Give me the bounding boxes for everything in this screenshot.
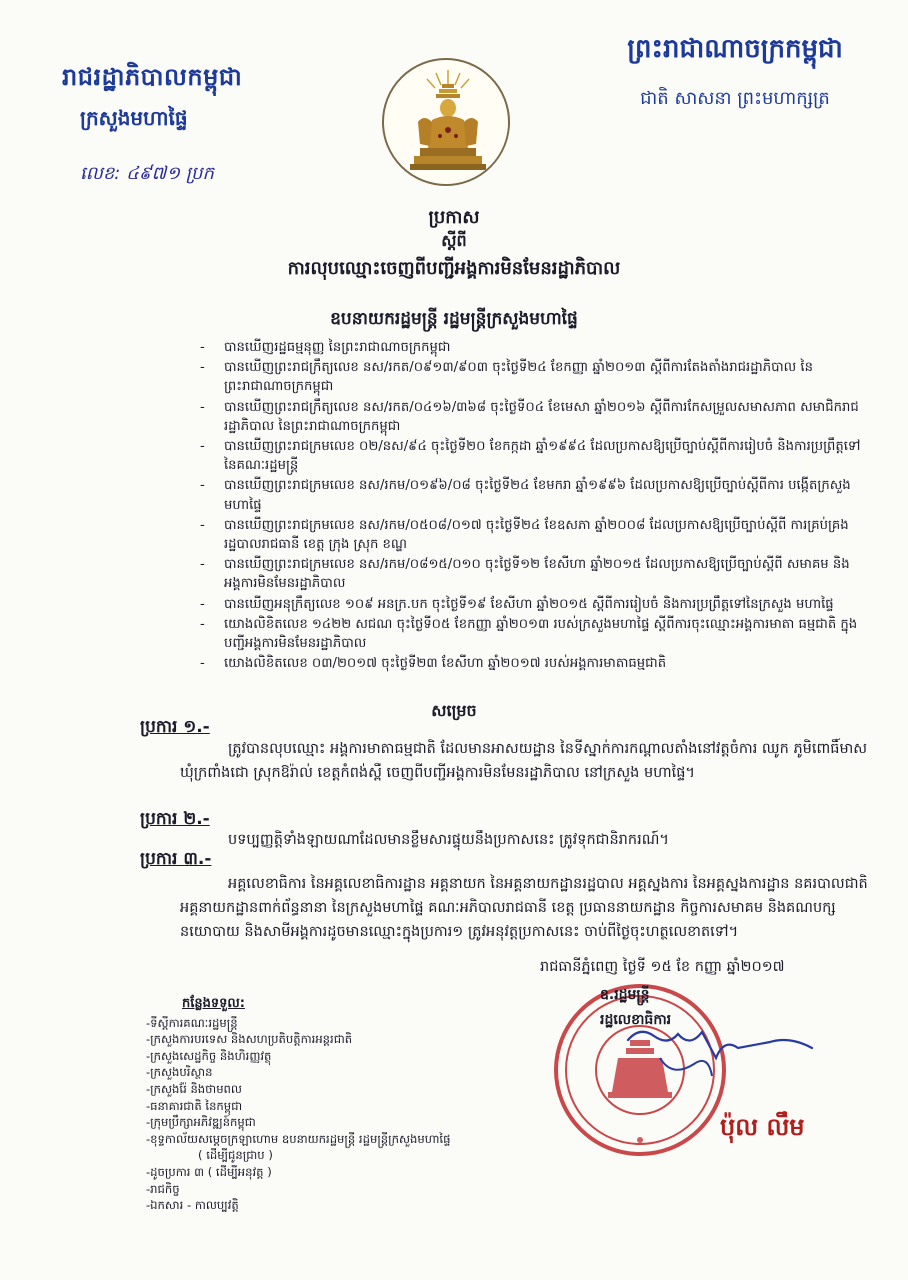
article-2-label: ប្រការ ២.- xyxy=(140,809,210,829)
recipient-item: -ក្រុមប្រឹក្សាអភិវឌ្ឍន៍កម្ពុជា xyxy=(146,1115,256,1130)
royal-emblem-icon xyxy=(382,58,510,186)
issuer-title: ឧបនាយករដ្ឋមន្ត្រី រដ្ឋមន្ត្រីក្រសួងមហាផ្ទៃ xyxy=(330,309,578,329)
kingdom-name: ព្រះរាជាណាចក្រកម្ពុជា xyxy=(627,34,843,64)
decision-heading: សម្រេច xyxy=(431,701,477,720)
recital-item: - បានឃើញព្រះរាជក្រមលេខ នស/រកម/០៥០៨/០១៧ ចុះថ្ងៃទី២៤ ខែឧសភា ឆ្នាំ២០០៨ ដែលប្រកាសឱ្យប្រើច្បាប់ស្តីពី ការគ្រប់គ្រងរដ្ឋបាលរាជធានី ខេត្ត ក្រុង ស្រុក ខណ្ឌ xyxy=(200,517,849,553)
recital-item: - បានឃើញព្រះរាជក្រឹត្យលេខ នស/រកត/០៤១៦/៣៦៨ ចុះថ្ងៃទី០៤ ខែមេសា ឆ្នាំ២០១៦ ស្តីពីការកែសម្រួលសមាសភាព សមាជិករាជរដ្ឋាភិបាល នៃព្រះរាជាណាចក្រកម្ពុជា xyxy=(200,399,859,434)
article-2-text: បទប្បញ្ញត្តិទាំងឡាយណាដែលមានខ្លឹមសារផ្ទុយនឹងប្រកាសនេះ ត្រូវទុកជានិរាករណ៍។ xyxy=(228,832,669,848)
recitals-list xyxy=(200,338,870,674)
recital-item: - បានឃើញព្រះរាជក្រមលេខ ០២/នស/៩៤ ចុះថ្ងៃទី២០ ខែកក្កដា ឆ្នាំ១៩៩៤ ដែលប្រកាសឱ្យប្រើច្បាប់ស្តីពីការរៀបចំ និងការប្រព្រឹត្តទៅ នៃគណៈរដ្ឋមន្ត្រី xyxy=(200,439,861,474)
recital-item: - យោងលិខិតលេខ ១៤២២ សជណ ចុះថ្ងៃទី០៥ ខែកញ្ញា ឆ្នាំ២០១៣ របស់ក្រសួងមហាផ្ទៃ ស្តីពីការចុះឈ្មោះអង្គការមាតា ធម្មជាតិ ក្នុងបញ្ជីអង្គការមិនមែនរដ្ឋាភិបាល xyxy=(200,616,858,652)
signer-name: ប៉ុល លឹម xyxy=(720,1113,805,1141)
article-3-label: ប្រការ ៣.- xyxy=(140,849,212,869)
recipient-item: ( ដើម្បីជូនជ្រាប ) xyxy=(198,1148,273,1163)
document-subject: ការលុបឈ្មោះចេញពីបញ្ជីអង្គការមិនមែនរដ្ឋាភិបាល xyxy=(287,258,621,279)
article-1-label: ប្រការ ១.- xyxy=(140,717,210,737)
recital-item: - បានឃើញរដ្ឋធម្មនុញ្ញ នៃព្រះរាជាណាចក្រកម្ពុជា xyxy=(200,340,451,355)
recipient-item: -ដូចប្រការ ៣ ( ដើម្បីអនុវត្ត ) xyxy=(146,1164,272,1179)
recipient-item: -រាជកិច្ច xyxy=(146,1181,180,1196)
recipient-item: -ឯកសារ - កាលប្បវត្តិ xyxy=(146,1198,239,1213)
ministry-name: ក្រសួងមហាផ្ទៃ xyxy=(80,106,188,130)
signatory-subtitle: រដ្ឋលេខាធិការ xyxy=(600,1012,672,1028)
recital-item: - បានឃើញព្រះរាជក្រមលេខ នស/រកម/០៨១៥/០១០ ចុះថ្ងៃទី១២ ខែសីហា ឆ្នាំ២០១៥ ដែលប្រកាសឱ្យប្រើច្បាប់ស្តីពី សមាគម និងអង្គការមិនមែនរដ្ឋាភិបាល xyxy=(200,557,850,592)
recipient-item: -ធនាគារជាតិ នៃកម្ពុជា xyxy=(146,1098,243,1113)
recipient-item: -ទីស្តីការគណៈរដ្ឋមន្ត្រី xyxy=(146,1015,238,1030)
recipient-item: -ក្រសួងសេដ្ឋកិច្ច និងហិរញ្ញវត្ថុ xyxy=(146,1048,272,1063)
recipient-item: -ខុទ្ទកាល័យសម្តេចក្រឡាហោម ឧបនាយករដ្ឋមន្ត្រី រដ្ឋមន្ត្រីក្រសួងមហាផ្ទៃ xyxy=(146,1131,451,1146)
ministry-header xyxy=(62,62,262,188)
recital-item: - យោងលិខិតលេខ ០៣/២០១៧ ចុះថ្ងៃទី២៣ ខែសីហា ឆ្នាំ២០១៧ របស់អង្គការមាតាធម្មជាតិ xyxy=(200,656,667,672)
recital-item: - បានឃើញអនុក្រឹត្យលេខ ១០៩ អនក្រ.បក ចុះថ្ងៃទី១៩ ខែសីហា ឆ្នាំ២០១៥ ស្តីពីការរៀបចំ និងការប្រព្រឹត្តទៅនៃក្រសួង មហាផ្ទៃ xyxy=(200,596,834,612)
kingdom-header xyxy=(600,32,870,113)
recipient-item: -ក្រសួងរ៉ែ និងថាមពល xyxy=(146,1081,242,1096)
recital-item: - បានឃើញព្រះរាជក្រមលេខ នស/រកម/០១៩៦/០៨ ចុះថ្ងៃទី២៤ ខែមករា ឆ្នាំ១៩៩៦ ដែលប្រកាសឱ្យប្រើច្បាប់ស្តីពីការ បង្កើតក្រសួងមហាផ្ទៃ xyxy=(200,478,851,513)
recital-item: - បានឃើញព្រះរាជក្រឹត្យលេខ នស/រកត/០៩១៣/៩០៣ ចុះថ្ងៃទី២៤ ខែកញ្ញា ឆ្នាំ២០១៣ ស្តីពីការតែងតាំងរាជរដ្ឋាភិបាល នៃព្រះរាជាណាចក្រកម្ពុជា xyxy=(200,360,813,395)
signatory-title: ឧ.រដ្ឋមន្ត្រី xyxy=(600,987,650,1003)
article-3-text: អគ្គលេខាធិការ នៃអគ្គលេខាធិការដ្ឋាន អគ្គនាយក នៃអគ្គនាយកដ្ឋានរដ្ឋបាល អគ្គស្នងការ នៃអគ្គស្នងការដ្ឋាន នគរបាលជាតិ អគ្គនាយកដ្ឋានពាក់ព័ន្ធនានា នៃក្រសួងមហាផ្ទៃ គណៈអភិបាលរាជធានី ខេត្ត ប្រធាននាយកដ្ឋាន កិច្ចការសមាគម និងគណបក្សនយោបាយ និងសាមីអង្គការដូចមានឈ្មោះក្នុងប្រការ១ ត្រូវអនុវត្តប្រកាសនេះ ចាប់ពីថ្ងៃចុះហត្ថលេខាតទៅ។ xyxy=(180,876,868,940)
recipient-item: -ក្រសួងបរិស្ថាន xyxy=(146,1065,213,1080)
document-type: ប្រកាស xyxy=(428,207,480,228)
title-about: ស្តីពី xyxy=(441,231,467,250)
national-motto: ជាតិ សាសនា ព្រះមហាក្សត្រ xyxy=(640,88,830,109)
reference-number: លេខ: ៤៩៧១ ប្រក xyxy=(80,163,214,184)
handwritten-signature-icon xyxy=(620,1018,820,1088)
recipient-item: -ក្រសួងការបរទេស និងសហប្រតិបត្តិការអន្តរជាតិ xyxy=(146,1032,353,1047)
government-name: រាជរដ្ឋាភិបាលកម្ពុជា xyxy=(62,63,243,91)
article-1-text: ត្រូវបានលុបឈ្មោះ អង្គការមាតាធម្មជាតិ ដែលមានអាសយដ្ឋាន នៃទីស្នាក់ការកណ្តាលតាំងនៅវត្តចំការ ឈូក ភូមិពោធិ៍មាស ឃុំក្រពាំងជោ ស្រុកឱរ៉ាល់ ខេត្តកំពង់ស្ពឺ ចេញពីបញ្ជីអង្គការមិនមែនរដ្ឋាភិបាល នៅក្រសួង មហាផ្ទៃ។ xyxy=(180,741,868,781)
recipients-heading: កន្លែងទទួល: xyxy=(182,996,245,1011)
signing-date: រាជធានីភ្នំពេញ ថ្ងៃទី ១៥ ខែ កញ្ញា ឆ្នាំ២០១៧ xyxy=(540,959,785,975)
recipients-list xyxy=(146,996,506,1214)
